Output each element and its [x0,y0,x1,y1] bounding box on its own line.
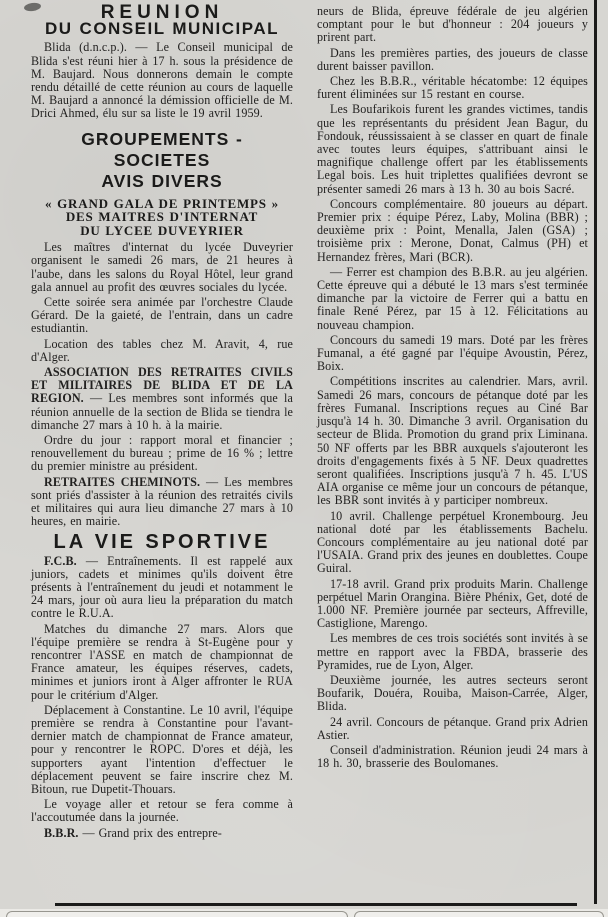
paragraph: 17-18 avril. Grand prix produits Marin. Challenge perpétuel Marin Orangina. Bière Phénix, Get, doté de 1.000 NF. Première journée par secteurs, Affreville, Castiglione, Marengo. [317,576,588,631]
paragraph: Les Boufarikois furent les grandes victimes, tandis que les représentants du président Jean Bagur, du Fondouk, réussissaient à se classer en quart de finale avec toutes leurs équipes, s'attribuant ainsi le magnifique challenge offert par les établissements Legal bois. Les huit triplettes qualifiées devront se présenter samedi 26 mars à 13 h. 30 au bois Sacré. [317,102,588,196]
headline-line: DU CONSEIL MUNICIPAL [44,19,280,39]
paragraph: 10 avril. Challenge perpétuel Kronembourg. Jeu national doté par les établissements Bachelu. Concours complémentaire au jeu national doté par l'USAIA. Grand prix des jeunes en doublettes. Coupe Guiral. [317,508,588,576]
sub-heading [31,197,293,238]
paragraph: Deuxième journée, les autres secteurs seront Boufarik, Douéra, Rouiba, Maison-Carrée, Alger, Blida. [317,672,588,714]
paragraph-text: — Grand prix des entrepre- [78,825,222,840]
sub-heading-line: DES MAITRES D'INTERNAT [65,209,259,225]
paragraph-lead: RETRAITES CHEMINOTS. [44,474,201,489]
paragraph: Location des tables chez M. Aravit, 4, rue d'Alger. [31,336,293,364]
paragraph: neurs de Blida, épreuve fédérale de jeu algérien comptant pour le but d'honneur : 204 joueurs y prirent part. [317,4,588,45]
next-clipping-edge [6,911,348,917]
section-heading: LA VIE SPORTIVE [53,531,271,554]
paragraph: Les membres de ces trois sociétés sont invités à se mettre en rapport avec la FBDA, brasserie des Pyramides, rue de Lyon, Alger. [317,631,588,672]
paragraph [31,366,293,432]
next-clipping-edge [354,911,604,917]
paragraph: Le voyage aller et retour se fera comme à l'accoutumée dans la journée. [31,797,293,825]
left-column [31,0,293,842]
paragraph: Ordre du jour : rapport moral et financier ; renouvellement du bureau ; prime de 16 % ; lettre du premier ministre au président. [31,432,293,474]
paragraph: Concours du samedi 19 mars. Doté par les frères Fumanal, a été gagné par l'équipe Avoustin, Pérez, Boix. [317,332,588,374]
paragraph [31,476,293,529]
paragraph: Blida (d.n.c.p.). — Le Conseil municipal de Blida s'est réuni hier à 17 h. sous la présidence de M. Baujard. Nous donnerons demain le compte rendu détaillé de cette réunion au cours de laquelle M. Baujard a annoncé la démission officielle de M. Drici Ahmed, élu sur sa liste le 19 avril 1959. [31,40,293,121]
paragraph-text: — Entraînements. Il est rappelé aux juniors, cadets et minimes qu'ils doivent être présents à l'entraînement du jeudi et notamment le 24 mars, jour où aura lieu la préparation du match contre le R.U.A. [31,553,293,621]
paragraph: Matches du dimanche 27 mars. Alors que l'équipe première se rendra à St-Eugène pour y rencontrer l'ASSE en match de championnat de France amateur, les équipes réserves, cadets, minimes et juniors iront à Alger affronter le RUA pour le critérium d'Alger. [31,621,293,702]
sub-heading-line: DU LYCEE DUVEYRIER [80,222,244,238]
paragraph: — Ferrer est champion des B.B.R. au jeu algérien. Cette épreuve qui a débuté le 13 mars s'est terminée dimanche par la victoire de Ferrer qui a battu en finale René Pérez, par 15 à 12. Félicitations au nouveau champion. [317,264,588,332]
column-separator-rule [594,0,597,904]
paragraph: Chez les B.B.R., véritable hécatombe: 12 équipes furent éliminées sur 15 restant en course. [317,74,588,102]
article-headline [31,2,293,39]
paragraph [31,827,293,840]
paragraph-text: — Les membres sont priés d'assister à la réunion des retraités civils et militaires qui aura lieu dimanche 27 mars à 10 heures, en mairie. [31,474,293,529]
paragraph: Concours complémentaire. 80 joueurs au départ. Premier prix : équipe Pérez, Laby, Molina (BBR) ; deuxième prix : Point, Menalla, Jalen (GSA) ; troisième prix : Merone, Donat, Calmus (PH) et Hernandez frères, Mari (BCR). [317,196,588,264]
paragraph-lead: F.C.B. [44,553,77,568]
paragraph: Déplacement à Constantine. Le 10 avril, l'équipe première se rendra à Constantine pour l'avant-dernier match de championnat de France amateur, pour y rencontrer le ROPC. D'ores et déjà, les supporters ayant l'intention d'effectuer le déplacement peuvent se faire inscrire chez M. Bitoun, rue Dupetit-Thouars. [31,702,293,797]
paragraph-lead: B.B.R. [44,825,79,840]
paragraph: Les maîtres d'internat du lycée Duveyrier organisent le samedi 26 mars, de 21 heures à l'aube, dans les salons du Royal Hôtel, leur grand gala annuel au profit des œuvres sociales du lycée. [31,240,293,294]
right-column [317,0,588,772]
headline-line: REUNION [100,2,224,23]
section-heading-line: GROUPEMENTS - SOCIETES [81,128,243,170]
paragraph: Dans les premières parties, des joueurs de classe durent baisser pavillon. [317,45,588,73]
paragraph: Compétitions inscrites au calendrier. Mars, avril. Samedi 26 mars, concours de pétanque doté par les frères Fumanal. Inscriptions reçues au Ciné Bar jusqu'à 14 h. 30. Dimanche 3 avril. Organisation du secteur de Blida. Promotion du grand prix Liminana. 50 NF offerts par les BBR auxquels s'ajouteront les droits d'engagements fixés à 5 NF. Deux quadrettes seront qualifiées. Inscriptions jusqu'à 7 h. 45. L'US AIA organise ce même jour un concours de pétanque, les BBR sont invités à y participer nombreux. [317,374,588,508]
paragraph: Conseil d'administration. Réunion jeudi 24 mars à 18 h. 30, brasserie des Boulomanes. [317,742,588,771]
paragraph: 24 avril. Concours de pétanque. Grand prix Adrien Astier. [317,714,588,742]
article-bottom-rule [55,903,577,906]
paragraph-text: — Les membres sont informés que la réunion annuelle de la section de Blida se tiendra le dimanche 27 mars à 10 h. à la mairie. [31,391,294,432]
paragraph: Cette soirée sera animée par l'orchestre Claude Gérard. De la gaieté, de l'entrain, dans un cadre estudiantin. [31,294,293,336]
paragraph [31,555,293,621]
sub-heading-line: « GRAND GALA DE PRINTEMPS » [45,195,279,211]
section-heading [31,129,293,192]
paragraph-lead: ASSOCIATION DES RETRAITES CIVILS ET MILITAIRES DE BLIDA ET DE LA REGION. [31,364,293,406]
section-heading-line: AVIS DIVERS [101,170,223,191]
